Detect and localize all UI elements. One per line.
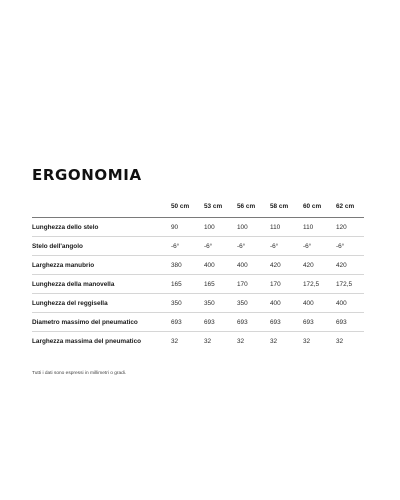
table-cell: 32 [237,337,245,345]
table-cell: -6° [171,237,204,256]
table-row [32,237,364,256]
table-cell: 170 [270,275,303,294]
table-cell: -6° [204,237,237,256]
table-cell: 32 [336,337,344,345]
table-cell: 165 [171,275,204,294]
table-cell: -6° [303,237,336,256]
row-label: Stelo dell'angolo [32,237,171,256]
table-cell: 90 [171,218,204,237]
table-header-row [32,196,364,218]
table-row [32,332,364,351]
table-cell: 350 [204,294,237,313]
table-cell: 400 [204,256,237,275]
geometry-table [32,196,364,350]
table-cell: 693 [237,313,270,332]
table-cell: 120 [336,218,364,237]
column-header: 50 cm [171,196,204,218]
column-header: 56 cm [237,196,270,218]
table-cell: -6° [336,237,364,256]
table-cell: 693 [336,313,364,332]
table-row [32,275,364,294]
table-cell: 400 [237,256,270,275]
table-row [32,313,364,332]
table-cell: 100 [237,218,270,237]
row-label: Larghezza manubrio [32,256,171,275]
table-cell: 350 [171,294,204,313]
table-cell: 110 [270,218,303,237]
table-cell: 110 [303,218,336,237]
row-label: Lunghezza dello stelo [32,218,171,237]
section-title: ERGONOMIA [32,166,142,184]
table-cell: 420 [303,256,336,275]
table-cell: 165 [204,275,237,294]
row-label: Larghezza massima del pneumatico [32,337,142,345]
table-cell: 32 [204,337,212,345]
table-cell: 380 [171,256,204,275]
table-cell: 32 [303,337,311,345]
table-cell: 32 [171,337,179,345]
table-cell: 100 [204,218,237,237]
table-cell: -6° [270,237,303,256]
column-header: 58 cm [270,196,303,218]
table-cell: 420 [270,256,303,275]
table-cell: 693 [270,313,303,332]
table-row [32,294,364,313]
table-row [32,218,364,237]
column-header: 60 cm [303,196,336,218]
table-cell: 170 [237,275,270,294]
header-corner [32,196,171,218]
column-header: 53 cm [204,196,237,218]
table-cell: 350 [237,294,270,313]
table-cell: 693 [171,313,204,332]
footnote: Tutti i dati sono espressi in millimetri o gradi. [32,371,127,376]
table-cell: 420 [336,256,364,275]
table-row [32,256,364,275]
row-label: Lunghezza del reggisella [32,294,171,313]
table-cell: 400 [303,294,336,313]
table-cell: 172,5 [303,275,336,294]
table-cell: 400 [270,294,303,313]
table-cell: 693 [303,313,336,332]
table-cell: 172,5 [336,275,364,294]
table-cell: 32 [270,337,278,345]
table-cell: 693 [204,313,237,332]
row-label: Lunghezza della manovella [32,275,171,294]
table-cell: 400 [336,294,364,313]
column-header: 62 cm [336,196,364,218]
table-cell: -6° [237,237,270,256]
row-label: Diametro massimo del pneumatico [32,313,171,332]
